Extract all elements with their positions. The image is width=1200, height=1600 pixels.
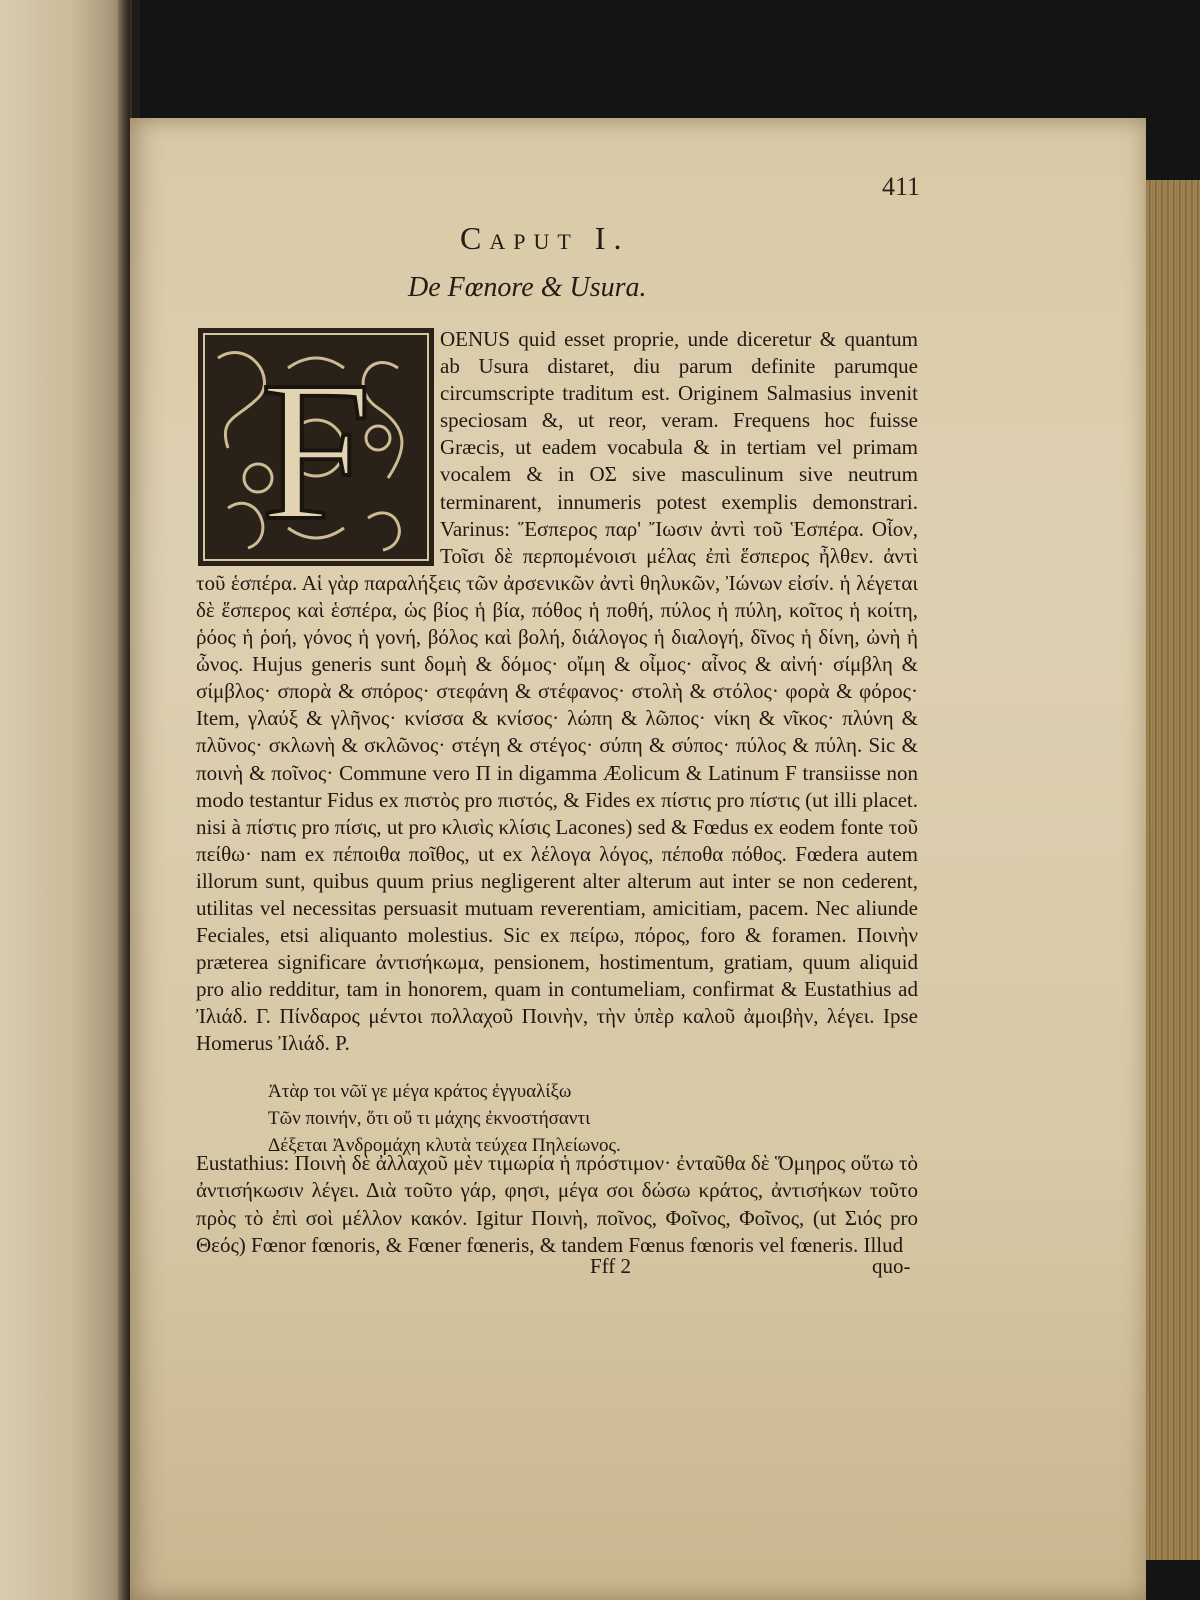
verse-line: Ἀτὰρ τοι νῶϊ γε μέγα κράτος ἐγγυαλίξω <box>268 1081 572 1102</box>
chapter-subtitle: De Fœnore & Usura. <box>408 272 647 303</box>
second-text-block: Eustathius: Ποινὴ δὲ ἀλλαχοῦ μὲν τιμωρία ἡ πρόστιμον· ἐνταῦθα δὲ Ὅμηρος οὕτω τὸ ἀντισήκωσιν λέγει. Διὰ τοῦτο γάρ, φησι, μέγα σοι δώσω κράτος, ἀντισήκων τοῦτο πρὸς τὸ ἐπὶ σοὶ μέλλον κακόν. Igitur Ποινὴ, ποῖνος, Φοῖνος, Φοῖνος, (ut Σιός pro Θεός) Fœnor fœnoris, & Fœner fœneris, & tandem Fœnus fœnoris vel fœneris. Illud <box>196 1151 918 1257</box>
page-number: 411 <box>882 172 921 201</box>
body-paragraph: OENUS quid esset proprie, unde diceretur & quantum ab Usura distaret, diu parum definite parumque circumscripte traditum est. Originem Salmasius invenit speciosam &, ut reor, veram. Frequens hoc fuisse Græcis, ut eadem vocabula & in tertiam vel primam vocalem & in ΟΣ sive masculinum sive neutrum terminarent, innumeris potest exemplis demonstrari. Varinus: Ἕσπερος παρ' Ἴωσιν ἀντὶ τοῦ Ἑσπέρα. Οἷον, Τοῖσι δὲ περπομένοισι μέλας ἐπὶ ἕσπερος ἦλθεν. ἀντὶ τοῦ ἑσπέρα. Αἱ γὰρ παραλήξεις τῶν ἀρσενικῶν ἀντὶ θηλυκῶν, Ἰώνων εἰσίν. ἡ λέγεται δὲ ἕσπερος καὶ ἑσπέρα, ὡς βίος ἡ βία, πόθος ἡ ποθή, πύλος ἡ πύλη, κοῖτος ἡ κοίτη, ῥόος ἡ ῥοή, γόνος ἡ γονή, βόλος καὶ βολή, διάλογος ἡ διαλογή, δῖνος ἡ δίνη, ὠνὴ ἡ ὦνος. Hujus generis sunt δομὴ & δόμος· οἴμη & οἶμος· αἶνος & αἰνή· σίμβλη & σίμβλος· σπορὰ & σπόρος· στεφάνη & στέφανος· στολὴ & στόλος· φορὰ & φόρος· Item, γλαύξ & γλῆνος· κνίσσα & κνίσος· λώπη & λῶπος· νίκη & νῖκος· πλύνη & πλῦνος· σκλωνὴ & σκλῶνος· στέγη & στέγος· σύπη & σύπος· πύλος & πύλη. Sic & ποινὴ & ποῖνος· Commune vero Π in digamma Æolicum & Latinum F transiisse non modo testantur Fidus ex πιστὸς pro πιστός, & Fides ex πίστις pro πίστις (ut illi placet. nisi à πίστις pro πίσις, ut pro κλισὶς κλίσις Lacones) sed & Fœdus ex eodem fonte τοῦ πείθω· nam ex πέποιθα ποῖθος, ut ex λέλογα λόγος, πέποθα πόθος. Fœdera autem illorum sunt, quibus quum prius negligerent alter alterum aut inter se non cederent, utilitas vel necessitas persuasit mutuam reverentiam, amicitiam, pacem. Nec aliunde Feciales, etsi aliquanto molestius. Sic ex πείρω, πόρος, foro & foramen. Ποινὴν præterea significare ἀντισήκωμα, pensionem, hostimentum, gratiam, quum aliquid pro alio redditur, tam in honorem, quam in contumeliam, confirmat & Eustathius ad Ἰλιάδ. Γ. Πίνδαρος μέντοι πολλαχοῦ Ποινὴν, τὴν ὑπὲρ καλοῦ ἀμοιβὴν, λέγει. Ipse Homerus Ἰλιάδ. Ρ. <box>196 327 918 1056</box>
verse-line: Τῶν ποινήν, ὅτι οὔ τι μάχης ἐκνοστήσαντι <box>268 1108 591 1129</box>
decorated-initial-f <box>198 328 434 566</box>
signature-mark: Fff 2 <box>590 1254 632 1278</box>
initial-letter: F <box>260 341 372 562</box>
left-page-edge <box>0 0 132 1600</box>
chapter-heading: Caput I. <box>460 220 630 256</box>
greek-verse <box>268 1078 621 1159</box>
page-edges <box>1140 180 1200 1560</box>
catchword: quo- <box>872 1254 911 1278</box>
verse-line: Δέξεται Ἀνδρομάχη κλυτὰ τεύχεα Πηλείωνος. <box>268 1135 621 1156</box>
